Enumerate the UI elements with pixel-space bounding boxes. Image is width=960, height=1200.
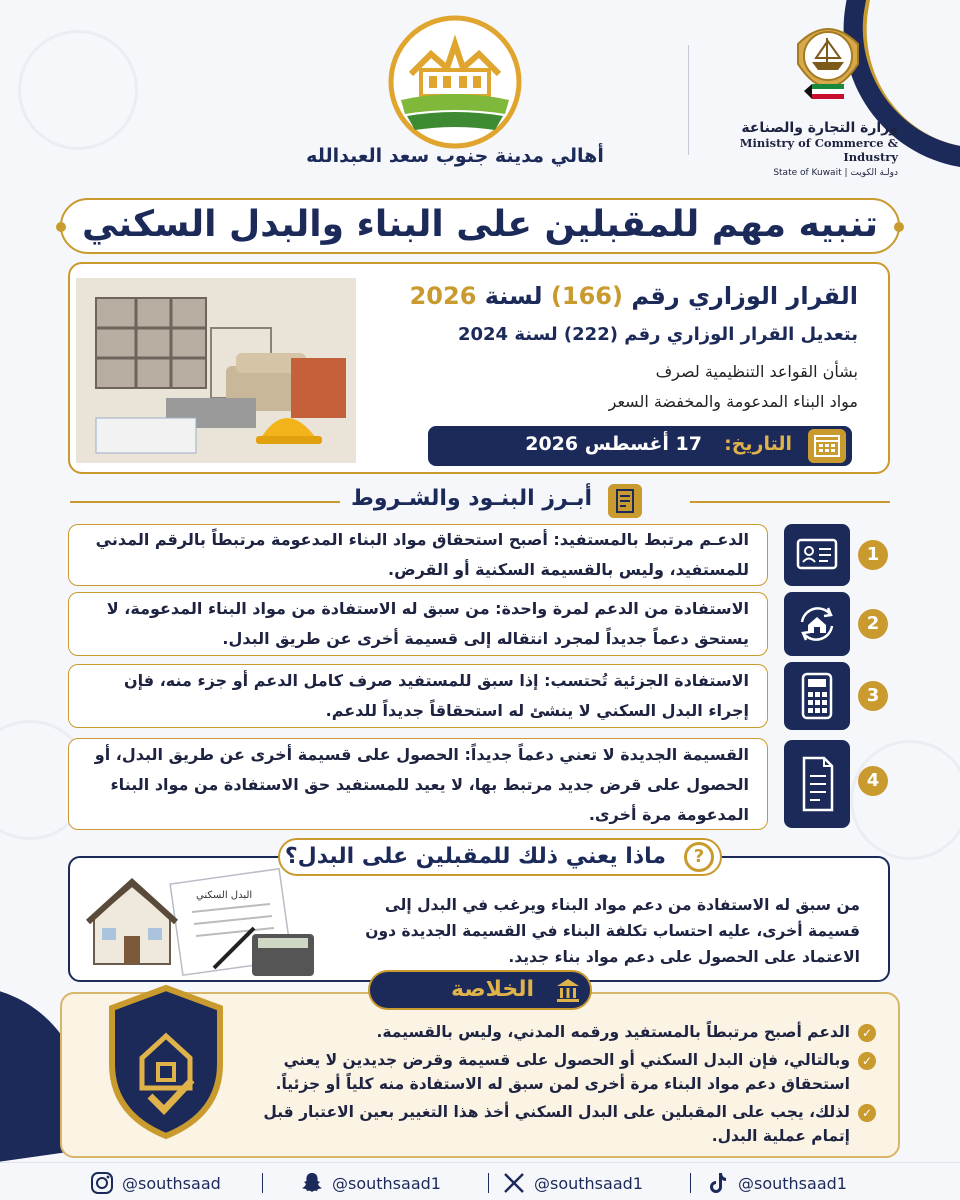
item-number: 4 <box>858 766 888 796</box>
decision-prefix: القرار الوزاري رقم <box>631 282 858 310</box>
snapchat-icon <box>300 1171 324 1195</box>
item-text: الاستفادة من الدعم لمرة واحدة: من سبق له الاستفادة من مواد البناء المدعومة، لا يستحق دعماً جديداً لمجرد انتقاله إلى قسيمة أخرى عن طريق البدل. <box>106 599 749 648</box>
item-card <box>68 738 768 830</box>
state-ar: دولـة الكويت <box>850 168 898 178</box>
summary-box <box>60 992 900 1158</box>
section-title: أبـرز البنـود والشـروط <box>343 486 600 511</box>
decision-mid: لسنة <box>484 282 543 310</box>
item-number: 1 <box>858 540 888 570</box>
meaning-title-pill <box>278 838 722 876</box>
tiktok-icon <box>706 1171 730 1195</box>
date-label: التاريخ: <box>724 433 792 455</box>
ministry-header <box>718 14 898 178</box>
item-number: 3 <box>858 681 888 711</box>
calculator-icon <box>784 662 850 730</box>
social-instagram[interactable] <box>90 1171 221 1195</box>
decision-number: (166) <box>550 282 623 310</box>
social-footer <box>0 1162 960 1200</box>
footer-separator <box>262 1173 263 1193</box>
watermark-logo <box>18 30 138 150</box>
meaning-text: من سبق له الاستفادة من دعم مواد البناء ويرغب في البدل إلى قسيمة أخرى، عليه احتساب تكلفة البناء في القسيمة الجديدة دون الاعتماد على الحصول على دعم مواد بناء جديد. <box>365 896 860 966</box>
list-item <box>68 592 890 656</box>
social-tiktok[interactable] <box>706 1171 847 1195</box>
banner-dot <box>894 222 904 232</box>
list-item <box>68 738 890 830</box>
item-text: الدعـم مرتبط بالمستفيد: أصبح استحقاق مواد البناء المدعومة مرتبطاً بالرقم المدني للمستفيد، وليس بالقسيمة السكنية أو القرض. <box>95 530 749 579</box>
page-title: تنبيه مهم للمقبلين على البناء والبدل السكني <box>81 204 878 245</box>
instagram-icon <box>90 1171 114 1195</box>
list-item <box>68 662 890 730</box>
courthouse-icon <box>554 976 582 1004</box>
section-line <box>690 501 890 503</box>
calendar-icon <box>808 429 846 463</box>
house-cycle-icon <box>784 592 850 656</box>
decision-box <box>68 262 890 474</box>
tiktok-handle: @southsaad1 <box>738 1173 847 1193</box>
section-header <box>70 484 890 518</box>
item-icon-box <box>784 740 850 828</box>
town-logo-icon <box>387 14 523 150</box>
summary-point <box>256 1100 876 1148</box>
check-icon: ✓ <box>858 1024 876 1042</box>
summary-list <box>256 1020 876 1152</box>
item-icon-box <box>784 592 850 656</box>
checklist-icon <box>608 484 642 518</box>
question-icon: ? <box>684 842 714 872</box>
x-handle: @southsaad1 <box>534 1173 643 1193</box>
summary-point <box>256 1048 876 1096</box>
summary-point-text: وبالتالي، فإن البدل السكني أو الحصول على قسيمة وقرض جديدين لا يعني استحقاق دعم مواد البناء مرة أخرى لمن سبق له الاستفادة منه كلياً أو جزئياً. <box>275 1051 850 1093</box>
snapchat-handle: @southsaad1 <box>332 1173 441 1193</box>
decision-subject-1: بشأن القواعد التنظيمية لصرف <box>655 362 858 381</box>
header-divider <box>688 45 689 155</box>
x-icon <box>502 1171 526 1195</box>
kuwait-emblem-icon <box>778 14 878 110</box>
banner-dot <box>56 222 66 232</box>
meaning-title: ماذا يعني ذلك للمقبلين على البدل؟ <box>284 844 666 869</box>
summary-title-pill <box>368 970 592 1010</box>
section-line <box>70 501 340 503</box>
item-text: الاستفادة الجزئية تُحتسب: إذا سبق للمستفيد صرف كامل الدعم أو جزء منه، فإن إجراء البدل السكني لا ينشئ له استحقاقاً جديداً للدعم. <box>124 671 749 720</box>
item-card <box>68 592 768 656</box>
document-icon <box>784 740 850 828</box>
house-papers-illustration <box>84 868 324 978</box>
decision-subject-2: مواد البناء المدعومة والمخفضة السعر <box>608 392 858 411</box>
item-icon-box <box>784 662 850 730</box>
check-icon: ✓ <box>858 1104 876 1122</box>
list-item <box>68 524 890 586</box>
check-icon: ✓ <box>858 1052 876 1070</box>
decision-year: 2026 <box>409 282 477 310</box>
item-card <box>68 524 768 586</box>
summary-title: الخلاصة <box>451 977 534 1002</box>
construction-photo-image <box>76 278 356 463</box>
summary-point-text: لذلك، يجب على المقبلين على البدل السكني أخذ هذا التغيير بعين الاعتبار قبل إتمام عملية البدل. <box>263 1103 850 1145</box>
ministry-name-en: Ministry of Commerce & Industry <box>739 136 898 164</box>
id-card-icon <box>784 524 850 586</box>
footer-separator <box>488 1173 489 1193</box>
social-snapchat[interactable] <box>300 1171 441 1195</box>
footer-separator <box>690 1173 691 1193</box>
summary-point <box>256 1020 876 1044</box>
decision-title <box>410 282 858 310</box>
state-label: State of Kuwait | دولـة الكويت <box>773 168 898 178</box>
item-card <box>68 664 768 728</box>
decision-amendment: بتعديل القرار الوزاري رقم (222) لسنة 2024 <box>457 324 858 345</box>
title-banner <box>60 198 900 254</box>
social-x[interactable] <box>502 1171 643 1195</box>
shield-house-icon <box>106 984 226 1140</box>
date-value: 17 أغسطس 2026 <box>525 433 702 455</box>
instagram-handle: @southsaad <box>122 1173 221 1193</box>
ministry-name-ar: وزارة التجارة والصناعة <box>741 120 898 136</box>
summary-point-text: الدعم أصبح مرتبطاً بالمستفيد ورقمه المدني، وليس بالقسيمة. <box>376 1023 850 1041</box>
town-name: أهالي مدينة جنوب سعد العبدالله <box>306 145 604 167</box>
item-number: 2 <box>858 609 888 639</box>
paper-label: البدل السكني <box>196 890 253 901</box>
item-icon-box <box>784 524 850 586</box>
item-text: القسيمة الجديدة لا تعني دعماً جديداً: الحصول على قسيمة أخرى عن طريق البدل، أو الحصول على قرض جديد مرتبط بها، لا يعيد للمستفيد حق الاستفادة من مواد البناء المدعومة مرة أخرى. <box>94 745 749 824</box>
state-en: State of Kuwait <box>773 168 842 178</box>
date-pill <box>428 426 852 466</box>
